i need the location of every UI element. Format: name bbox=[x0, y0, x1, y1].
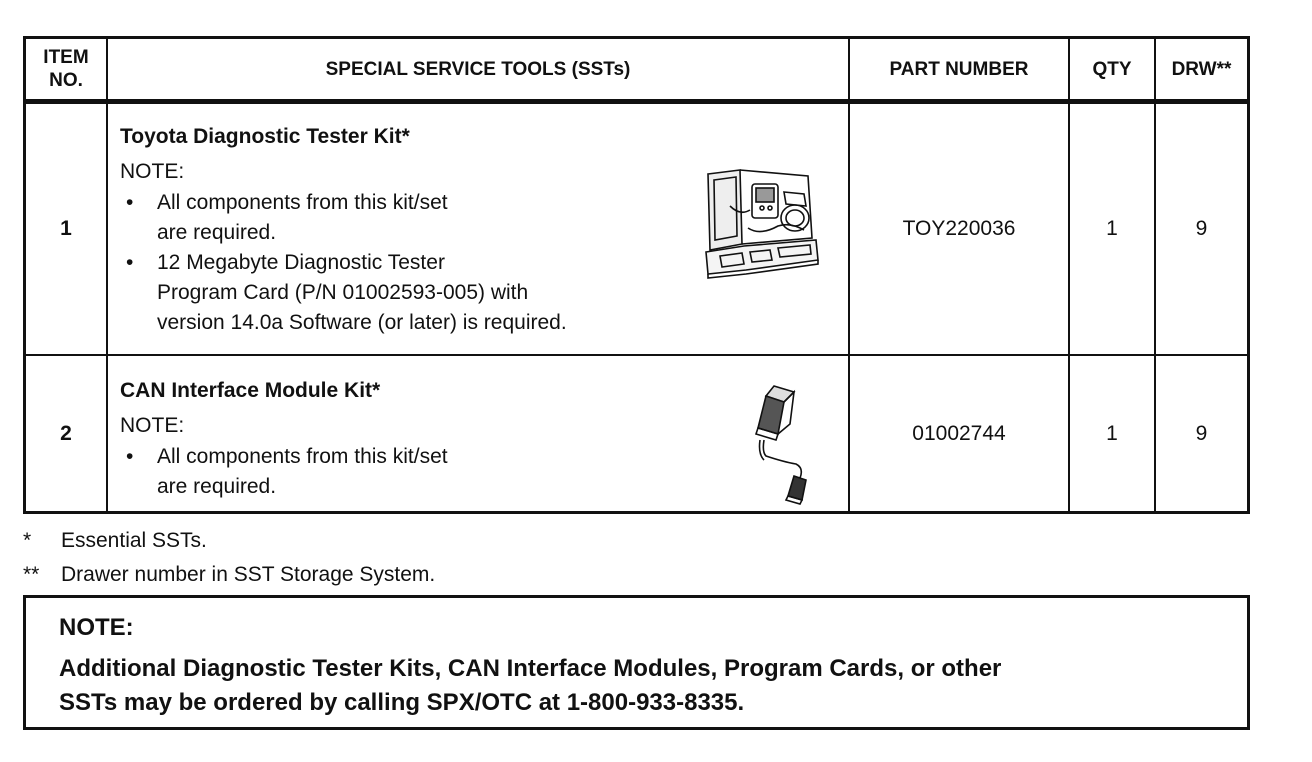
bullet-icon: • bbox=[126, 191, 134, 214]
list-item: • All components from this kit/set are required. bbox=[120, 442, 848, 502]
note-label: NOTE: bbox=[120, 414, 185, 437]
item-number: 1 bbox=[25, 102, 108, 356]
tool-name: Toyota Diagnostic Tester Kit* bbox=[120, 125, 410, 148]
header-part-number: PART NUMBER bbox=[849, 38, 1069, 102]
note-box-line: Additional Diagnostic Tester Kits, CAN Interface Modules, Program Cards, or other bbox=[59, 655, 1002, 682]
note-box-line: SSTs may be ordered by calling SPX/OTC at 1-800-933-8335. bbox=[59, 689, 745, 716]
footnote-mark: * bbox=[23, 529, 32, 552]
bullet-icon: • bbox=[126, 251, 134, 274]
tool-name: CAN Interface Module Kit* bbox=[120, 379, 381, 402]
table-header-row bbox=[25, 38, 1249, 102]
list-item: • 12 Megabyte Diagnostic Tester Program Card (P/N 01002593-005) with version 14.0a Software (or later) is required. bbox=[120, 248, 848, 338]
sst-table bbox=[23, 36, 1250, 514]
header-item-no: ITEM NO. bbox=[25, 38, 108, 102]
header-drw: DRW** bbox=[1155, 38, 1249, 102]
footnote-text: Drawer number in SST Storage System. bbox=[61, 563, 436, 586]
diagnostic-tester-case-icon bbox=[700, 166, 820, 284]
footnote-mark: ** bbox=[23, 563, 40, 586]
part-number: 01002744 bbox=[849, 355, 1069, 513]
footnote-text: Essential SSTs. bbox=[61, 529, 207, 552]
header-tools: SPECIAL SERVICE TOOLS (SSTs) bbox=[107, 38, 849, 102]
footnote bbox=[23, 524, 435, 558]
footnote bbox=[23, 558, 435, 592]
table-row bbox=[25, 355, 1249, 513]
note-label: NOTE: bbox=[120, 160, 185, 183]
footnotes bbox=[23, 524, 435, 592]
bullet-icon: • bbox=[126, 445, 134, 468]
drawer-number: 9 bbox=[1155, 102, 1249, 356]
part-number: TOY220036 bbox=[849, 102, 1069, 356]
note-box-title: NOTE: bbox=[59, 614, 134, 641]
tool-description bbox=[107, 102, 849, 356]
tool-description bbox=[107, 355, 849, 513]
item-number: 2 bbox=[25, 355, 108, 513]
note-bullets bbox=[120, 442, 848, 502]
list-item: • All components from this kit/set are required. bbox=[120, 188, 848, 248]
qty: 1 bbox=[1069, 102, 1155, 356]
qty: 1 bbox=[1069, 355, 1155, 513]
table-row bbox=[25, 102, 1249, 356]
note-box bbox=[23, 595, 1250, 730]
can-interface-module-icon bbox=[744, 382, 814, 508]
drawer-number: 9 bbox=[1155, 355, 1249, 513]
note-box-body bbox=[59, 652, 1219, 720]
header-qty: QTY bbox=[1069, 38, 1155, 102]
